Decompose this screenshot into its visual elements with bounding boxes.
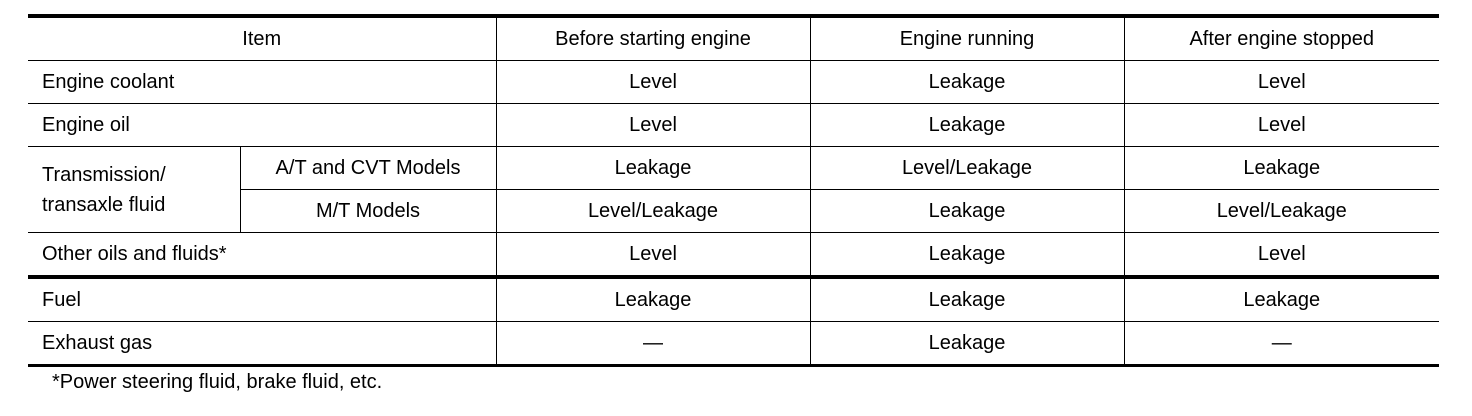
- after-cell: Level/Leakage: [1124, 190, 1439, 233]
- item-cell: Other oils and fluids*: [28, 233, 496, 278]
- before-cell: Level/Leakage: [496, 190, 810, 233]
- row-transmission-at-cvt: [28, 147, 1439, 190]
- after-cell: —: [1124, 322, 1439, 366]
- after-cell: Leakage: [1124, 277, 1439, 322]
- before-cell: Level: [496, 233, 810, 278]
- running-cell: Leakage: [810, 277, 1124, 322]
- row-engine-coolant: [28, 61, 1439, 104]
- before-cell: Level: [496, 61, 810, 104]
- after-cell: Level: [1124, 104, 1439, 147]
- running-cell: Level/Leakage: [810, 147, 1124, 190]
- item-group-line-1: Transmission/: [42, 163, 166, 186]
- header-before-starting-engine: Before starting engine: [496, 16, 810, 61]
- after-cell: Level: [1124, 233, 1439, 278]
- running-cell: Leakage: [810, 190, 1124, 233]
- after-cell: Level: [1124, 61, 1439, 104]
- before-cell: —: [496, 322, 810, 366]
- before-cell: Level: [496, 104, 810, 147]
- running-cell: Leakage: [810, 104, 1124, 147]
- item-group-line-2: transaxle fluid: [42, 193, 166, 216]
- item-cell: Engine coolant: [28, 61, 496, 104]
- before-cell: Leakage: [496, 277, 810, 322]
- footnote: *Power steering fluid, brake fluid, etc.: [52, 371, 383, 393]
- after-cell: Leakage: [1124, 147, 1439, 190]
- header-engine-running: Engine running: [810, 16, 1124, 61]
- item-cell: Exhaust gas: [28, 322, 496, 366]
- running-cell: Leakage: [810, 233, 1124, 278]
- running-cell: Leakage: [810, 61, 1124, 104]
- header-after-engine-stopped: After engine stopped: [1124, 16, 1439, 61]
- item-cell: Fuel: [28, 277, 496, 322]
- sub-item-cell: A/T and CVT Models: [240, 147, 496, 190]
- inspection-table: [28, 14, 1439, 367]
- item-cell: Engine oil: [28, 104, 496, 147]
- running-cell: Leakage: [810, 322, 1124, 366]
- row-fuel: [28, 277, 1439, 322]
- item-group-cell: [28, 147, 240, 233]
- header-row: [28, 16, 1439, 61]
- header-item: Item: [28, 16, 496, 61]
- row-exhaust-gas: [28, 322, 1439, 366]
- row-transmission-mt: [28, 190, 1439, 233]
- sub-item-cell: M/T Models: [240, 190, 496, 233]
- row-other-oils: [28, 233, 1439, 278]
- before-cell: Leakage: [496, 147, 810, 190]
- row-engine-oil: [28, 104, 1439, 147]
